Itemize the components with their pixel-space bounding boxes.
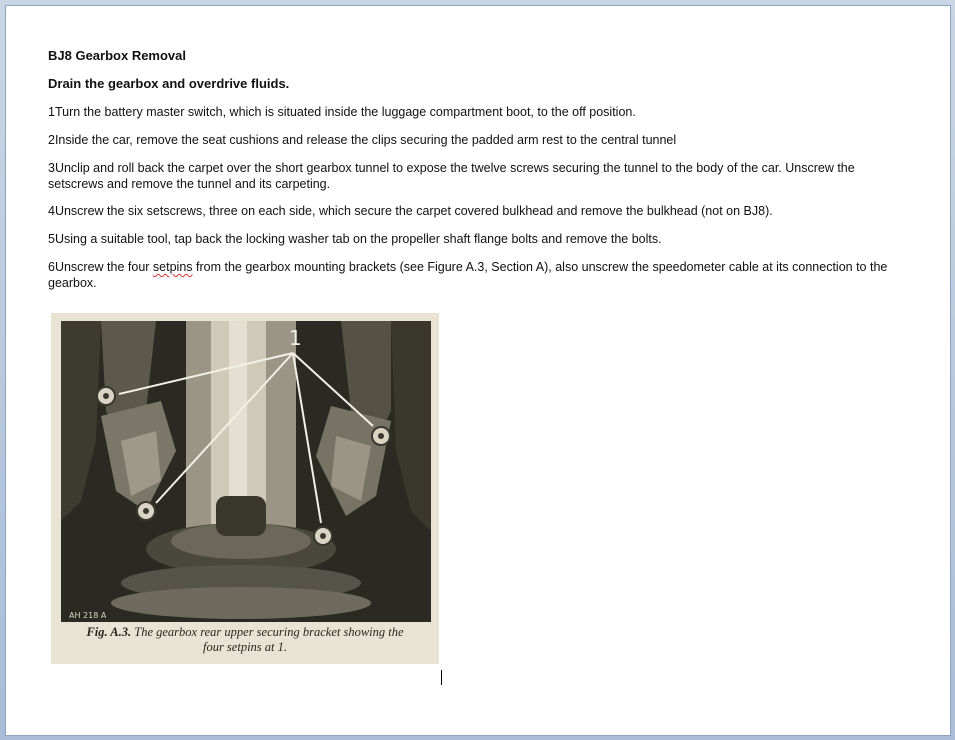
caption-label: Fig. A.3. [86, 625, 132, 639]
document-subtitle: Drain the gearbox and overdrive fluids. [48, 76, 290, 91]
step6-text-start: 6Unscrew the four [48, 260, 153, 274]
document-title: BJ8 Gearbox Removal [48, 48, 187, 63]
caption-line-2: four setpins at 1. [202, 640, 288, 654]
step-paragraph: 3Unclip and roll back the carpet over the short gearbox tunnel to expose the twelve screws securing the tunnel to the body of the car. Unscrew the setscrews and remove the tunnel and its carpeting. [48, 161, 855, 191]
callout-label: 1 [289, 326, 302, 350]
figure-caption [51, 625, 439, 655]
step-paragraph: 1Turn the battery master switch, which is situated inside the luggage compartment boot, to the off position. [48, 105, 636, 119]
spellcheck-word[interactable]: setpins [152, 260, 193, 274]
gearbox-bracket-photo [61, 321, 431, 622]
step6-text-end: from the gearbox mounting brackets (see Figure A.3, Section A), also unscrew the speedometer cable at its connection to the gearbox. [48, 260, 888, 290]
step-paragraph: 5Using a suitable tool, tap back the locking washer tab on the propeller shaft flange bolts and remove the bolts. [48, 232, 662, 246]
plate-code: AH 218 A [69, 611, 107, 620]
caption-text: The gearbox rear upper securing bracket showing the [134, 625, 404, 639]
step-paragraph: 4Unscrew the six setscrews, three on each side, which secure the carpet covered bulkhead and remove the bulkhead (not on BJ8). [48, 204, 773, 218]
caption-line-1 [51, 625, 439, 640]
document-page[interactable] [5, 5, 951, 736]
step-paragraph: 2Inside the car, remove the seat cushions and release the clips securing the padded arm rest to the central tunnel [48, 133, 677, 147]
figure-image[interactable] [51, 313, 439, 664]
text-cursor [441, 670, 442, 685]
step-paragraph [48, 260, 910, 291]
